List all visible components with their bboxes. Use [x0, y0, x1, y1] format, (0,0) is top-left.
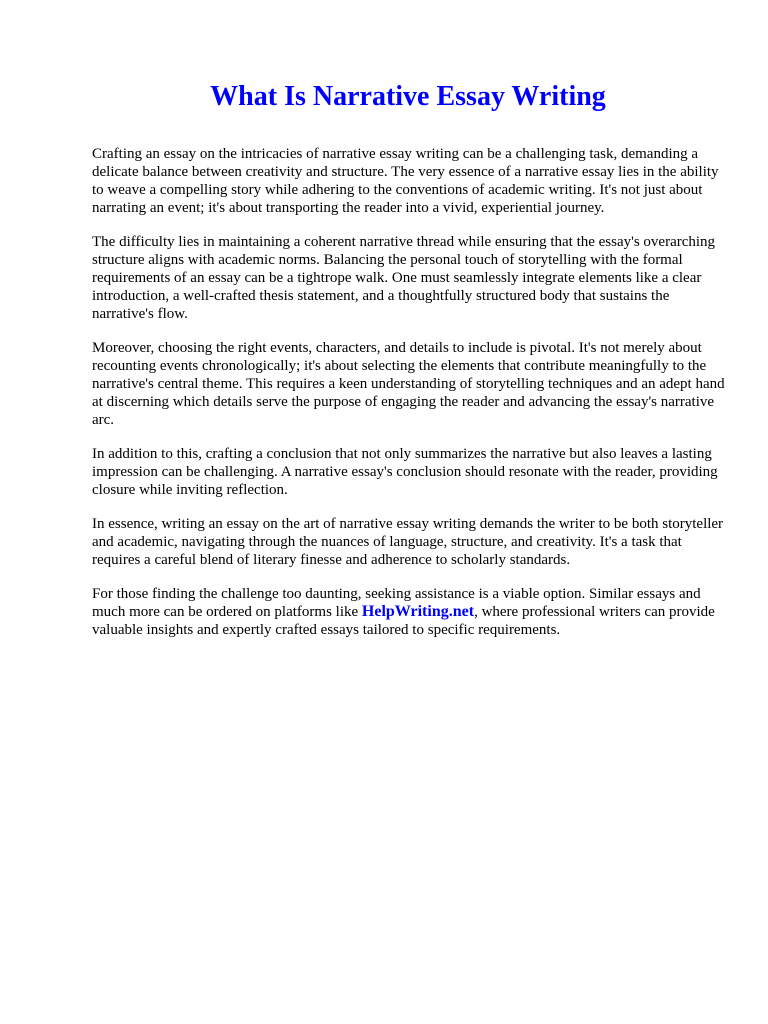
paragraph-2: The difficulty lies in maintaining a coherent narrative thread while ensuring that the essay's overarching structure aligns with academic norms. Balancing the personal touch of storytelling with the formal requirements of an essay can be a tightrope walk. One must seamlessly integrate elements like a clear introduction, a well-crafted thesis statement, and a thoughtfully structured body that sustains the narrative's flow. — [92, 234, 716, 322]
paragraph-5: In essence, writing an essay on the art of narrative essay writing demands the writer to be both storyteller and academic, navigating through the nuances of language, structure, and creativity. It's a task that requires a careful blend of literary finesse and adherence to scholarly standards. — [92, 516, 724, 568]
helpwriting-link[interactable]: HelpWriting.net — [361, 603, 475, 620]
paragraph-6-text-after-link: , where professional writers can provide valuable insights and expertly crafted essays tailored to specific requirements. — [92, 604, 715, 638]
paragraph-6 — [92, 585, 732, 639]
paragraph-1: Crafting an essay on the intricacies of narrative essay writing can be a challenging task, demanding a delicate balance between creativity and structure. The very essence of a narrative essay lies in the ability to weave a compelling story while adhering to the conventions of academic writing. It's not just about narrating an event; it's about transporting the reader into a vivid, experiential journey. — [92, 146, 719, 216]
document-body — [92, 145, 732, 655]
paragraph-3: Moreover, choosing the right events, characters, and details to include is pivotal. It's not merely about recounting events chronologically; it's about selecting the elements that contribute meaningfully to the narrative's central theme. This requires a keen understanding of storytelling techniques and an adept hand at discerning which details serve the purpose of engaging the reader and advancing the essay's narrative arc. — [92, 340, 725, 428]
paragraph-4: In addition to this, crafting a conclusion that not only summarizes the narrative but also leaves a lasting impression can be challenging. A narrative essay's conclusion should resonate with the reader, providing closure while inviting reflection. — [92, 446, 718, 498]
document-title: What Is Narrative Essay Writing — [210, 81, 606, 112]
paragraph-6-text-before-link: For those finding the challenge too daunting, seeking assistance is a viable option. Similar essays and much more can be ordered on platforms like — [92, 586, 701, 620]
